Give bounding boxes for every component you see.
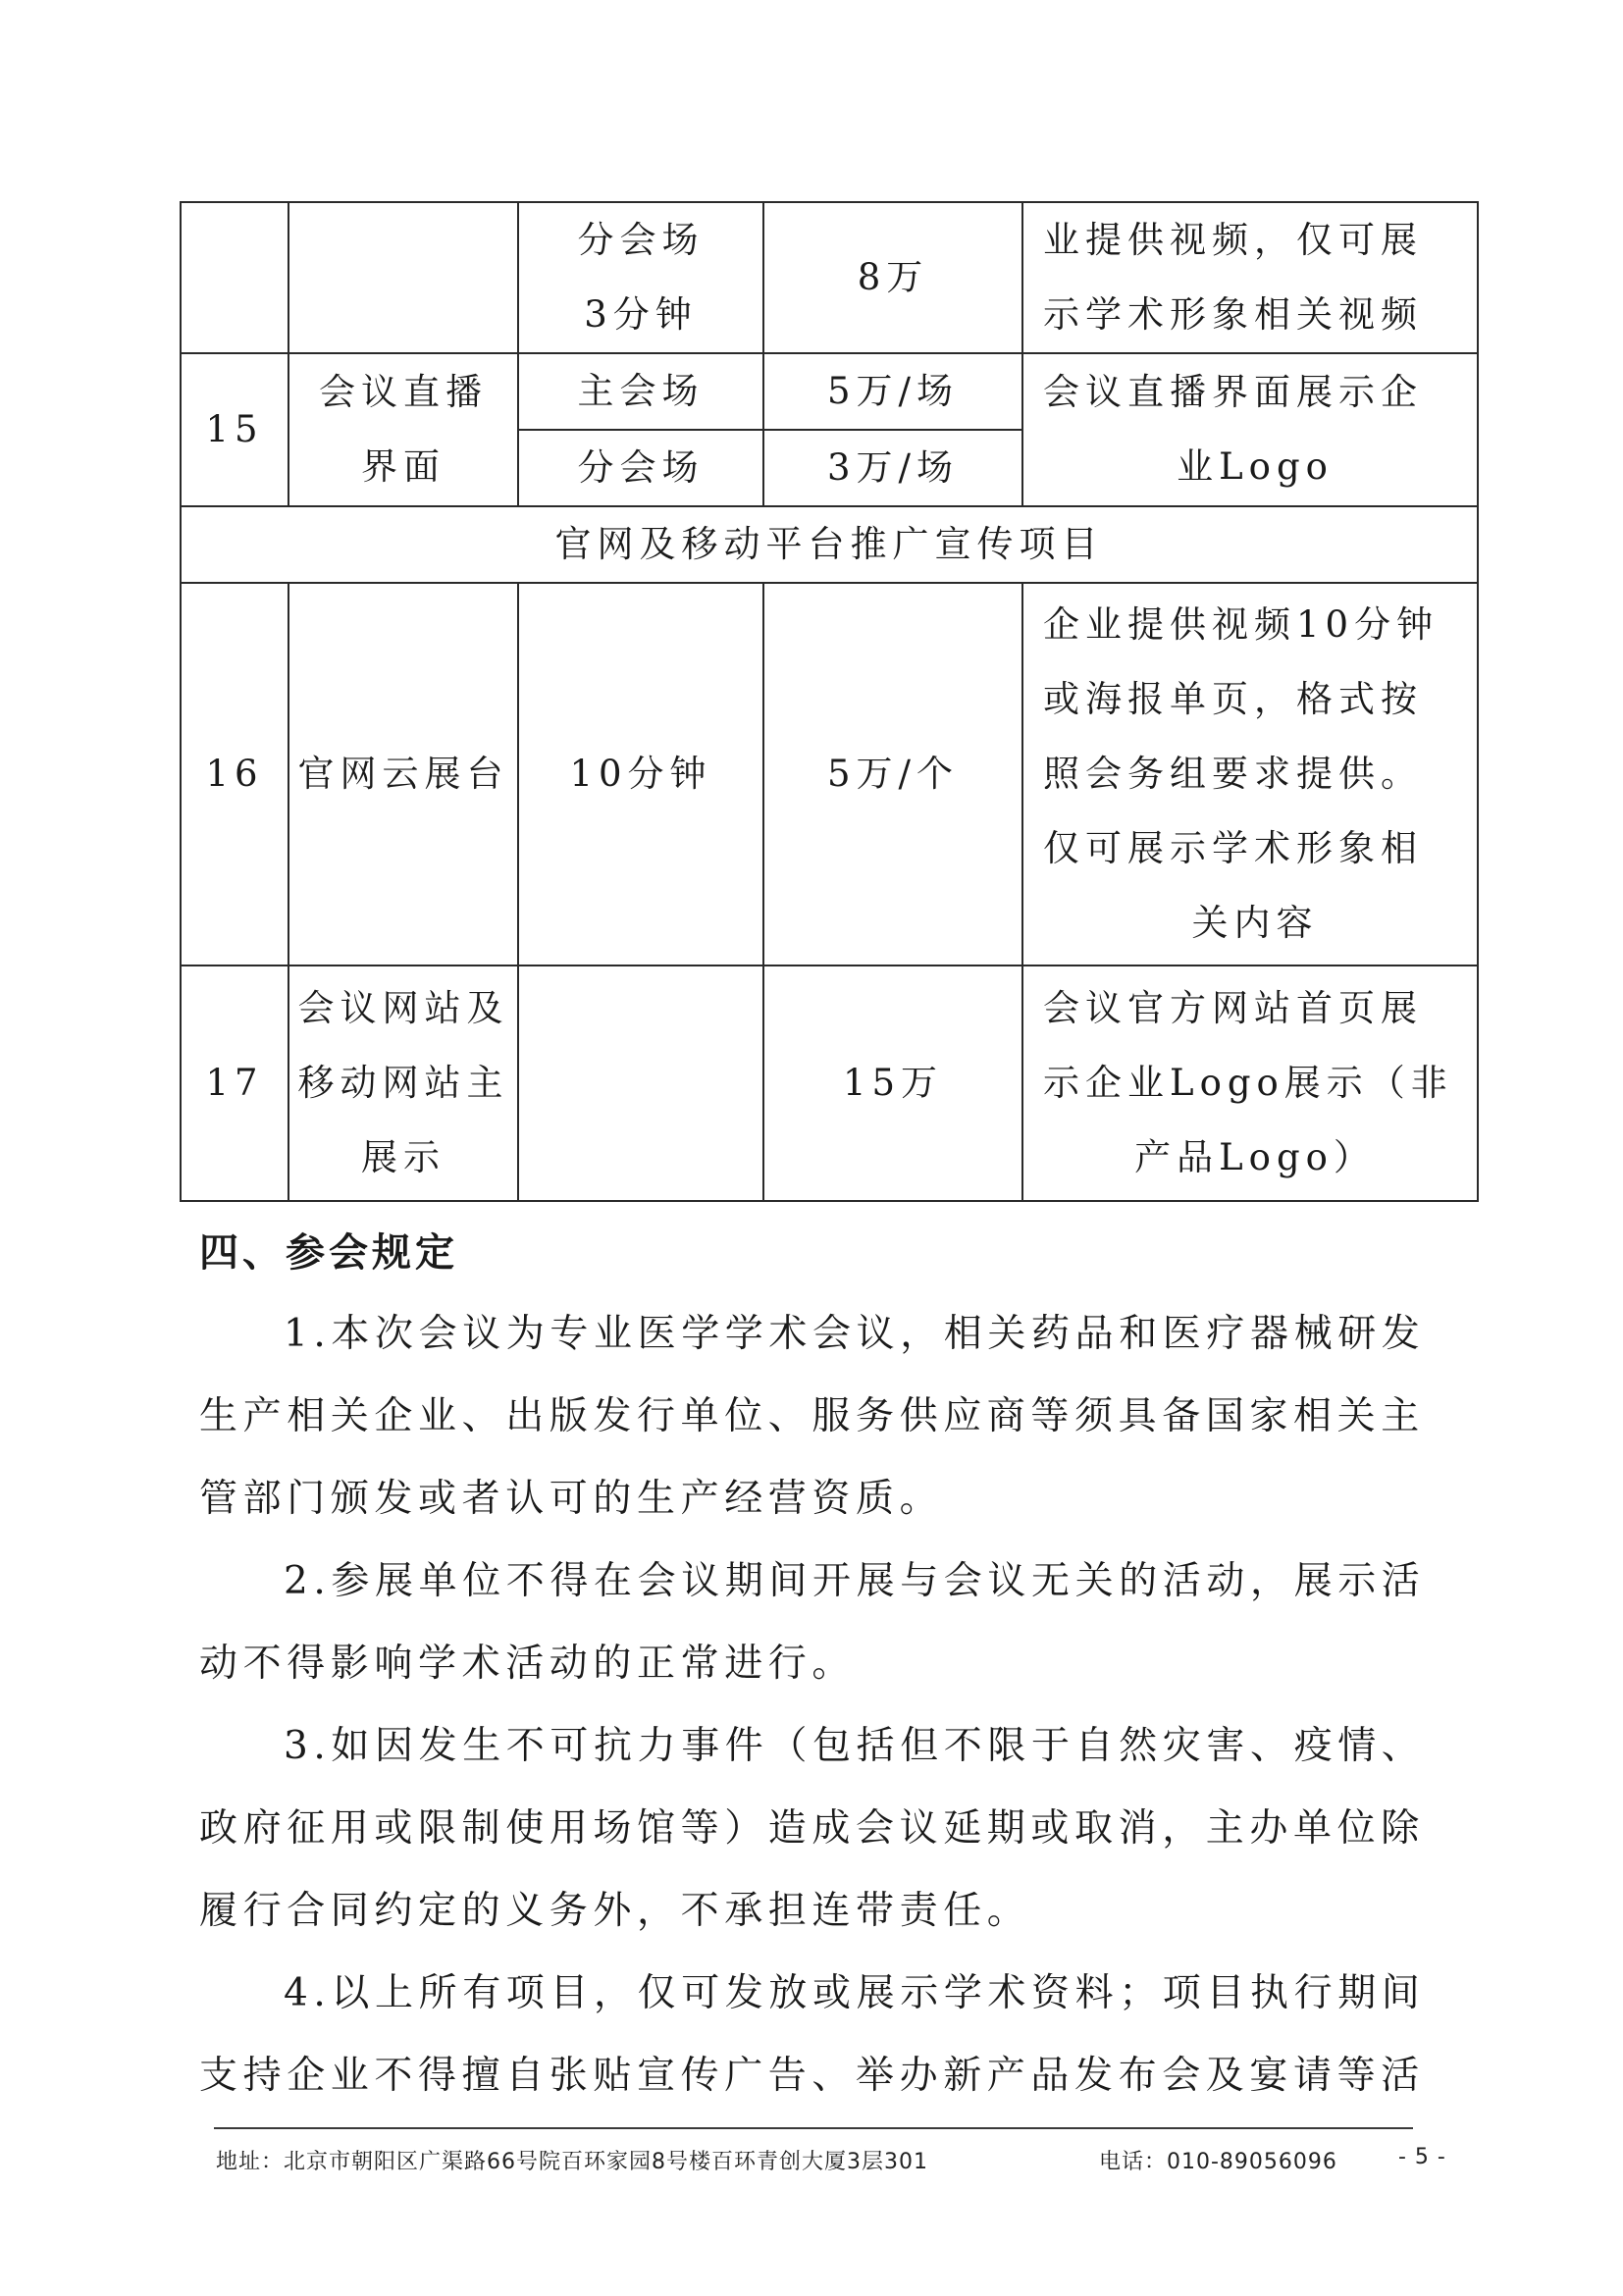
table-cell-num: 15 [181,353,288,506]
table-section-title: 官网及移动平台推广宣传项目 [181,506,1478,583]
table-cell-item: 官网云展台 [288,583,518,965]
section-heading: 四、参会规定 [199,1230,458,1276]
paragraph: 3.如因发生不可抗力事件（包括但不限于自然灾害、疫情、政府征用或限制使用场馆等）造成会议延期或取消，主办单位除履行合同约定的义务外，不承担连带责任。 [199,1724,1426,1933]
table-row [181,965,1478,1201]
table-cell-desc: 会议直播界面展示企 业Logo [1022,353,1478,506]
footer-divider [214,2127,1413,2129]
table-cell-spec: 10分钟 [518,583,763,965]
footer-address: 地址：北京市朝阳区广渠路66号院百环家园8号楼百环青创大厦3层301 [216,2150,928,2174]
table-cell-price: 5万/个 [763,583,1022,965]
table-cell-item: 会议网站及 移动网站主 展示 [288,965,518,1201]
table-cell-price: 5万/场 [763,353,1022,430]
table-cell-num: 16 [181,583,288,965]
table-section-row [181,506,1478,583]
paragraph: 4.以上所有项目，仅可发放或展示学术资料；项目执行期间支持企业不得擅自张贴宣传广告、举办新产品发布会及宴请等活 [199,1971,1426,2098]
paragraph: 1.本次会议为专业医学学术会议，相关药品和医疗器械研发生产相关企业、出版发行单位、服务供应商等须具备国家相关主管部门颁发或者认可的生产经营资质。 [199,1312,1426,1521]
table-cell-spec: 主会场 [518,353,763,430]
table-cell-price: 8万 [763,202,1022,353]
footer-phone: 电话：010-89056096 [1099,2150,1337,2174]
table-cell-item [288,202,518,353]
table-row [181,583,1478,965]
sponsorship-table [180,201,1479,1202]
table-cell-spec [518,965,763,1201]
table-cell-num [181,202,288,353]
table-cell-desc: 业提供视频，仅可展 示学术形象相关视频 [1022,202,1478,353]
table-cell-num: 17 [181,965,288,1201]
table-cell-price: 3万/场 [763,430,1022,506]
table-cell-desc: 企业提供视频10分钟 或海报单页，格式按 照会务组要求提供。 仅可展示学术形象相 关内容 [1022,583,1478,965]
table-cell-desc: 会议官方网站首页展 示企业Logo展示（非 产品Logo） [1022,965,1478,1201]
page-number: - 5 - [1398,2145,1446,2169]
table-cell-spec: 分会场 3分钟 [518,202,763,353]
table-cell-spec: 分会场 [518,430,763,506]
table-cell-item: 会议直播 界面 [288,353,518,506]
table-row [181,202,1478,353]
table-cell-price: 15万 [763,965,1022,1201]
paragraph: 2.参展单位不得在会议期间开展与会议无关的活动，展示活动不得影响学术活动的正常进行。 [199,1559,1426,1686]
table-row [181,353,1478,430]
